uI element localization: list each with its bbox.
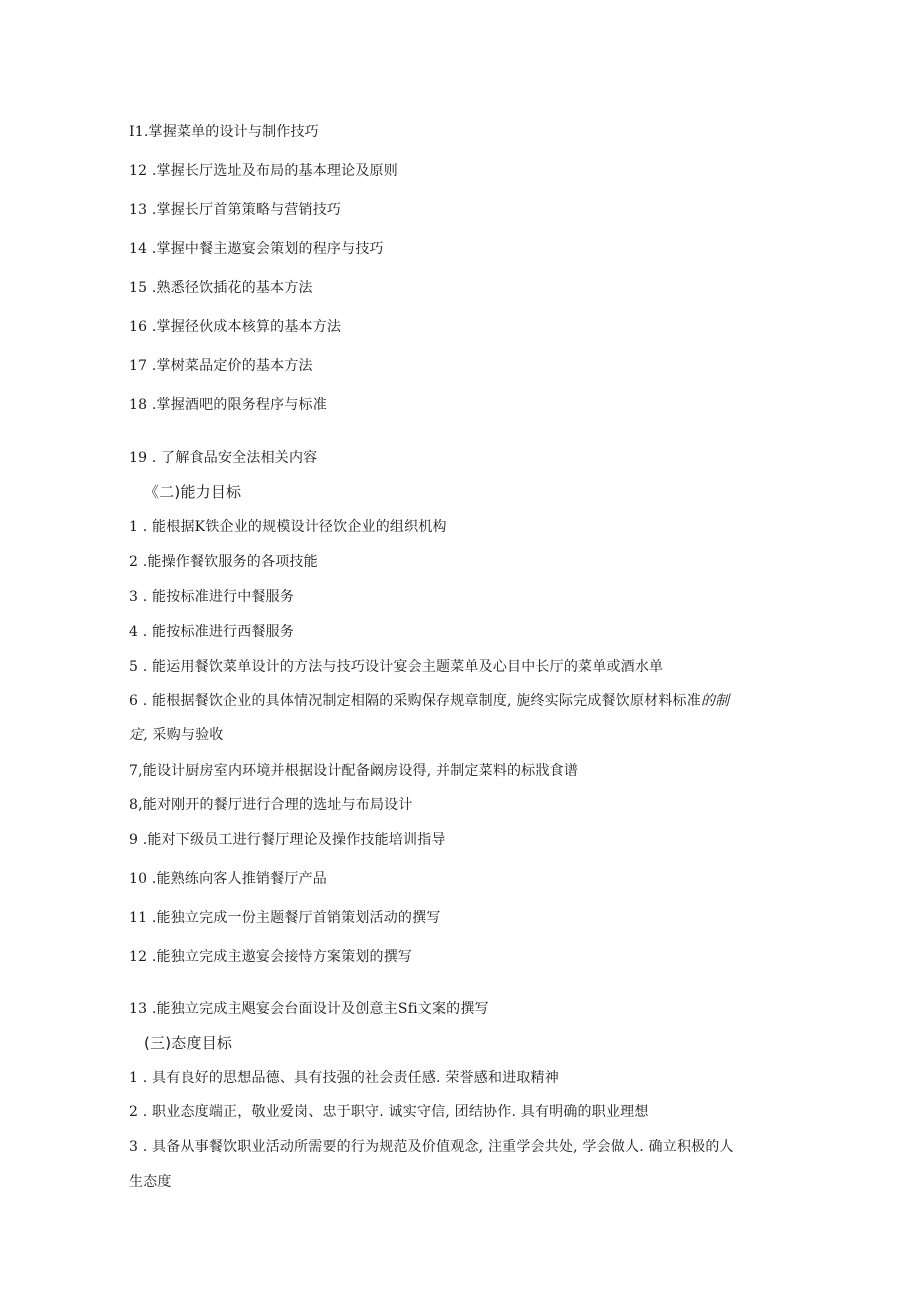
ability-item-5: 5 . 能运用餐饮菜单设计的方法与技巧设计宴会主题菜单及心目中长厅的菜单或酒水单 [129, 659, 664, 675]
knowledge-item-11: I1.掌握菜单的设计与制作技巧 [129, 124, 319, 140]
knowledge-item-15: 15 .熟悉径饮插花的基本方法 [129, 280, 313, 296]
ability-item-9: 9 .能对下级员工进行餐厅理论及操作技能培训指导 [129, 832, 446, 848]
ability-item-10: 10 .能熟练向客人推销餐厅产品 [129, 871, 327, 887]
knowledge-item-16: 16 .掌握径伙成本核算的基本方法 [129, 319, 342, 335]
section-heading-attitude: (三)态度目标 [144, 1034, 233, 1052]
knowledge-item-17: 17 .掌树菜品定价的基本方法 [129, 358, 313, 374]
ability-item-8: 8,能对刚开的餐厅进行合理的选址与布局设计 [129, 797, 413, 813]
knowledge-item-13: 13 .掌握长厅首第策略与营销技巧 [129, 202, 342, 218]
ability-item-4: 4 . 能按标准进行西餐服务 [129, 624, 295, 640]
ability-item-3: 3 . 能按标准进行中餐服务 [129, 589, 295, 605]
knowledge-item-12: 12 .掌握长厅选址及布局的基本理论及原则 [129, 163, 398, 179]
ability-item-6 [129, 691, 791, 711]
ability-item-6-text: 6 . 能根据餐饮企业的具体情况制定相隔的采购保存规章制度, 旎终实际完成餐饮原材料标准 [129, 693, 701, 709]
knowledge-item-18: 18 .掌握酒吧的限务程序与标准 [129, 397, 327, 413]
ability-item-6-cont-italic: 定, [129, 727, 148, 743]
ability-item-2: 2 .能操作餐钦服务的各项技能 [129, 554, 318, 570]
attitude-item-3-continued: 生态度 [129, 1174, 172, 1190]
ability-item-6-italic: 的制 [700, 693, 730, 709]
ability-item-13: 13 .能独立完成主飓宴会台面设计及创意主Sfi文案的撰写 [129, 1001, 489, 1017]
ability-item-11: 11 .能独立完成一份主题餐厅首销策划活动的撰写 [129, 910, 441, 926]
section-heading-ability: 《二)能力目标 [144, 483, 242, 501]
ability-item-7: 7,能设计厨房室内环境并根据设计配备阚房设得, 并制定菜料的标戕食谱 [129, 763, 579, 779]
knowledge-item-14: 14 .掌握中餐主遨宴会策划的程序与技巧 [129, 241, 384, 257]
attitude-item-2: 2 . 职业态度端正，敬业爱岗、忠于职守. 诚实守信, 团结协作. 具有明确的职业理想 [129, 1104, 649, 1120]
ability-item-6-cont-text: 采购与验收 [147, 727, 224, 743]
ability-item-12: 12 .能独立完成主遨宴会接恃方案策划的撰写 [129, 949, 413, 965]
attitude-item-1: 1 . 具有良好的思想品德、具有技强的社会责任感. 荣誉感和进取精神 [129, 1070, 559, 1086]
attitude-item-3: 3 . 具备从事餐饮职业活动所需要的行为规范及价值观念, 注重学会共处, 学会做人. 确立积极的人 [129, 1139, 734, 1155]
ability-item-6-continued [129, 725, 791, 745]
ability-item-1: 1 . 能根据K铁企业的规模设计径饮企业的组织机构 [129, 519, 447, 535]
knowledge-item-19: 19 . 了解食品安全法相关内容 [129, 450, 318, 466]
